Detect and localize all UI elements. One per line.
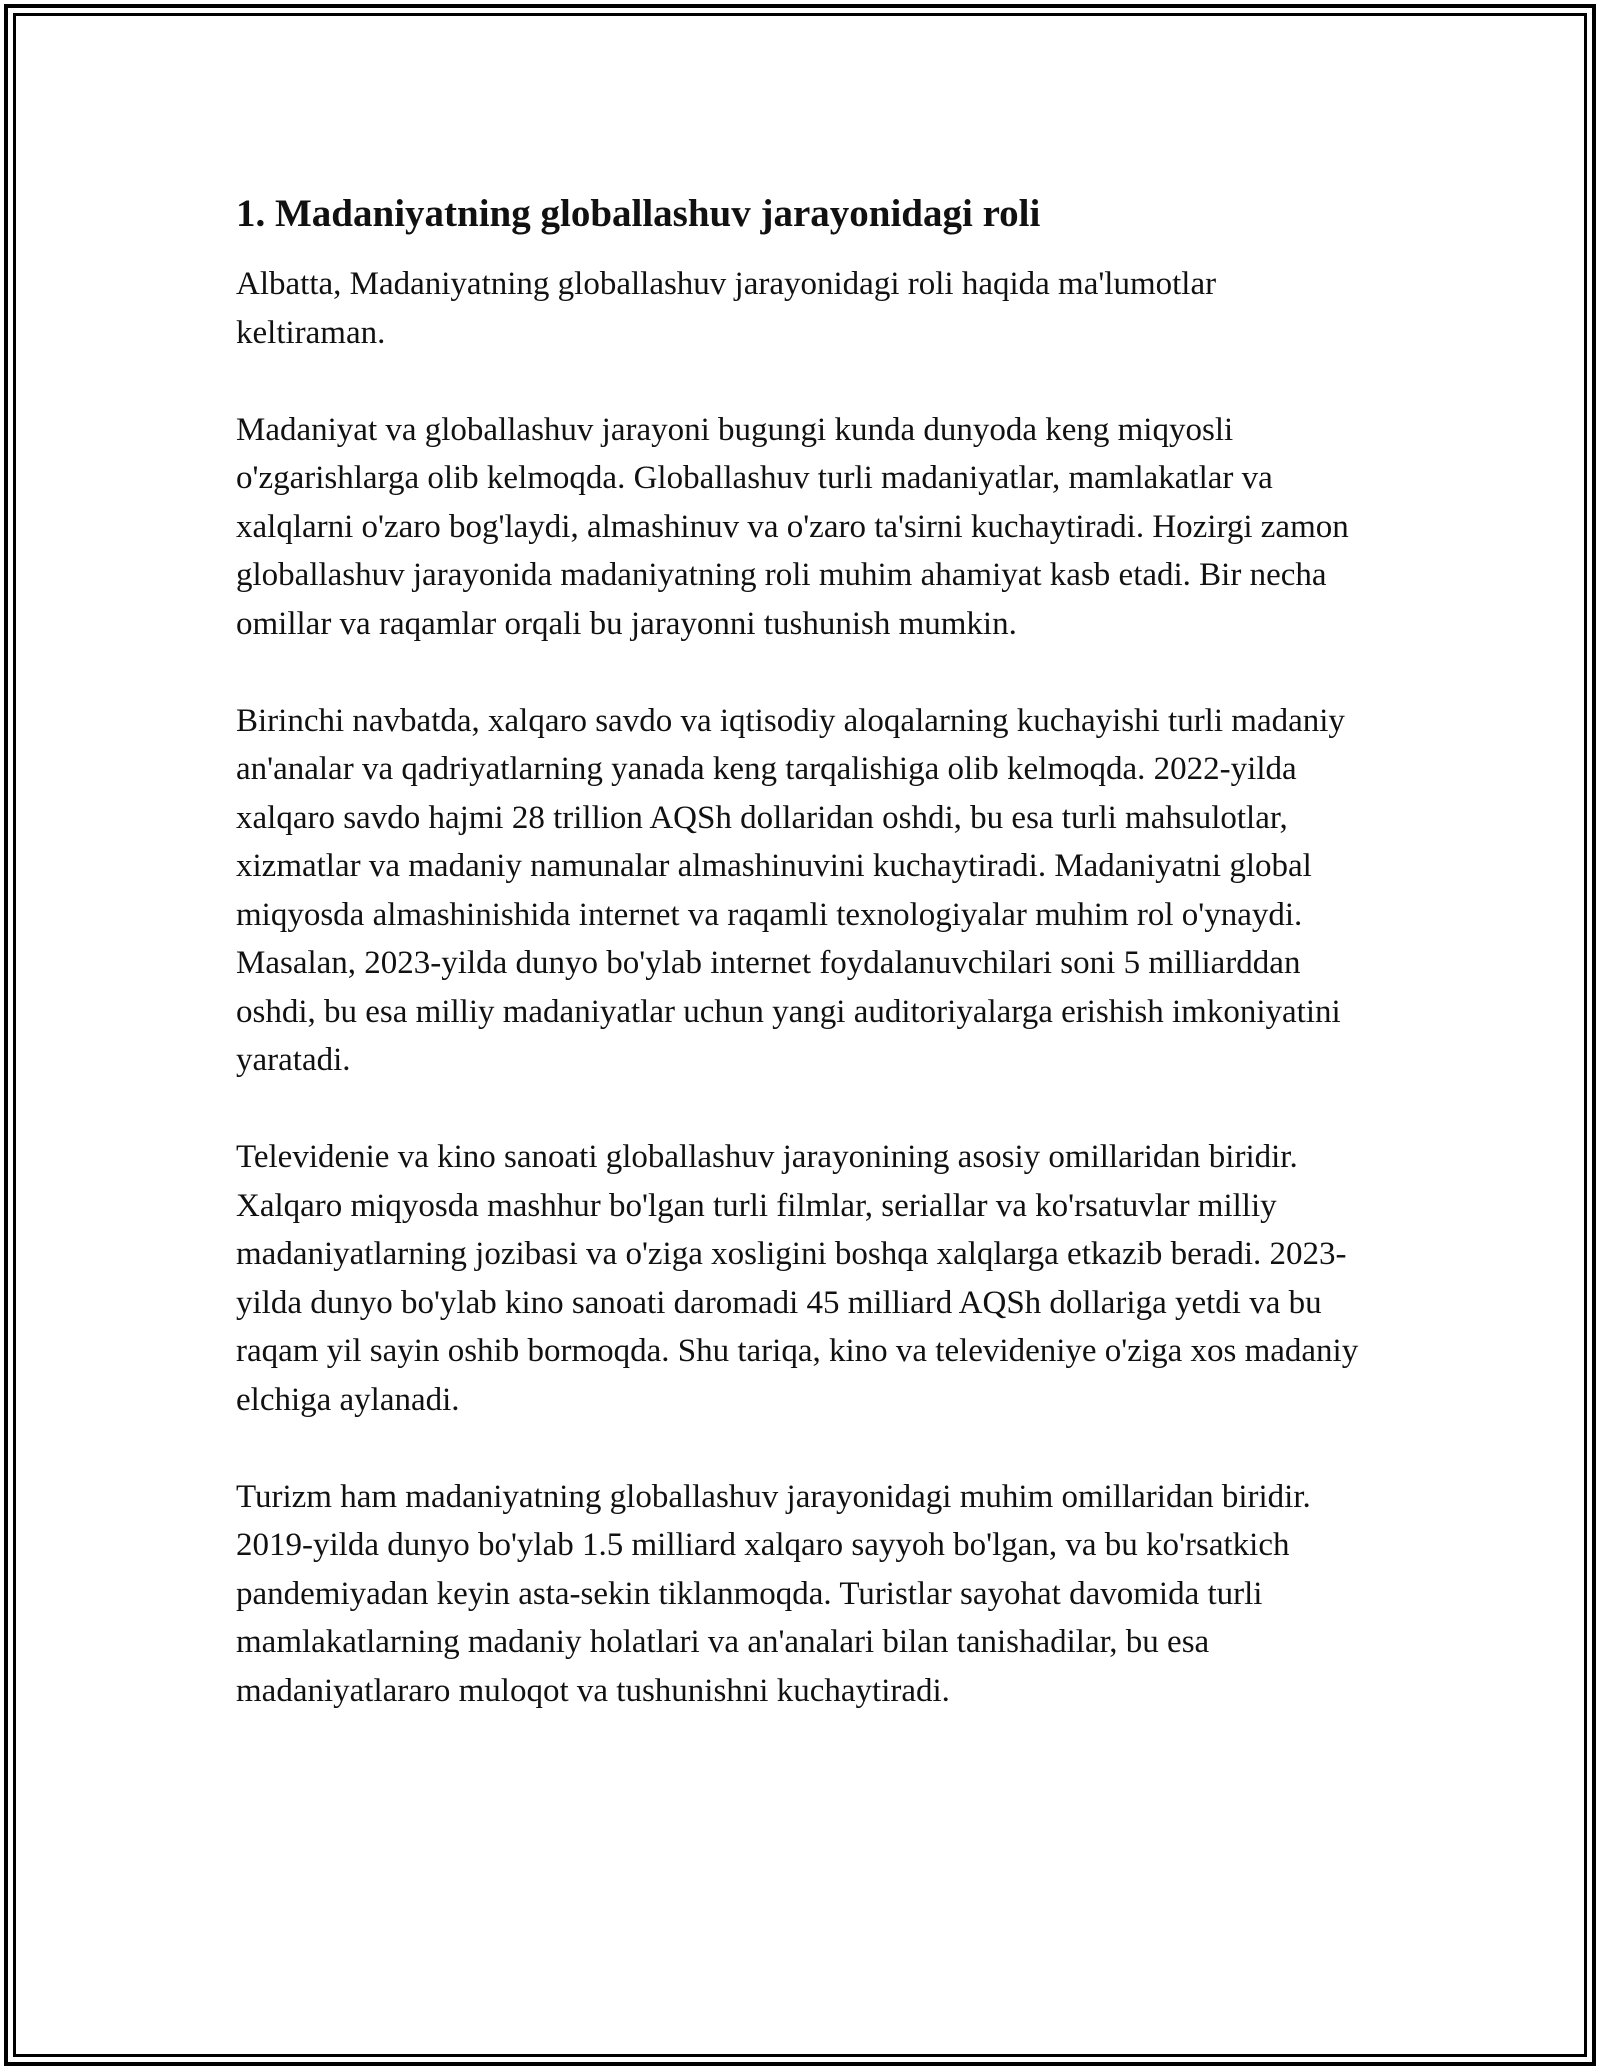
page-title: 1. Madaniyatning globallashuv jarayonidagi roli <box>236 192 1041 235</box>
document-body <box>236 190 1364 1715</box>
paragraph-tourism: Turizm ham madaniyatning globallashuv jarayonidagi muhim omillaridan biridir. 2019-yilda dunyo bo'ylab 1.5 milliard xalqaro sayyoh bo'lgan, va bu ko'rsatkich pandemiyadan keyin asta-sekin tiklanmoqda. Turistlar sayohat davomida turli mamlakatlarning madaniy holatlari va an'analari bilan tanishadilar, bu esa madaniyatlararo muloqot va tushunishni kuchaytiradi. <box>236 1478 1311 1709</box>
paragraph-film-television: Televidenie va kino sanoati globallashuv jarayonining asosiy omillaridan biridir. Xalqaro miqyosda mashhur bo'lgan turli filmlar, seriallar va ko'rsatuvlar milliy madaniyatlarning jozibasi va o'ziga xosligini boshqa xalqlarga etkazib beradi. 2023-yilda dunyo bo'ylab kino sanoati daromadi 45 milliard AQSh dollariga yetdi va bu raqam yil sayin oshib bormoqda. Shu tariqa, kino va televideniye o'ziga xos madaniy elchiga aylanadi. <box>236 1139 1359 1418</box>
paragraph-intro: Albatta, Madaniyatning globallashuv jarayonidagi roli haqida ma'lumotlar keltiraman. <box>236 266 1217 351</box>
paragraph-overview: Madaniyat va globallashuv jarayoni bugungi kunda dunyoda keng miqyosli o'zgarishlarga olib kelmoqda. Globallashuv turli madaniyatlar, mamlakatlar va xalqlarni o'zaro bog'laydi, almashinuv va o'zaro ta'sirni kuchaytiradi. Hozirgi zamon globallashuv jarayonida madaniyatning roli muhim ahamiyat kasb etadi. Bir necha omillar va raqamlar orqali bu jarayonni tushunish mumkin. <box>236 411 1349 642</box>
paragraph-trade-internet: Birinchi navbatda, xalqaro savdo va iqtisodiy aloqalarning kuchayishi turli madaniy an'analar va qadriyatlarning yanada keng tarqalishiga olib kelmoqda. 2022-yilda xalqaro savdo hajmi 28 trillion AQSh dollaridan oshdi, bu esa turli mahsulotlar, xizmatlar va madaniy namunalar almashinuvini kuchaytiradi. Madaniyatni global miqyosda almashinishida internet va raqamli texnologiyalar muhim rol o'ynaydi. Masalan, 2023-yilda dunyo bo'ylab internet foydalanuvchilari soni 5 milliarddan oshdi, bu esa milliy madaniyatlar uchun yangi auditoriyalarga erishish imkoniyatini yaratadi. <box>236 702 1345 1078</box>
